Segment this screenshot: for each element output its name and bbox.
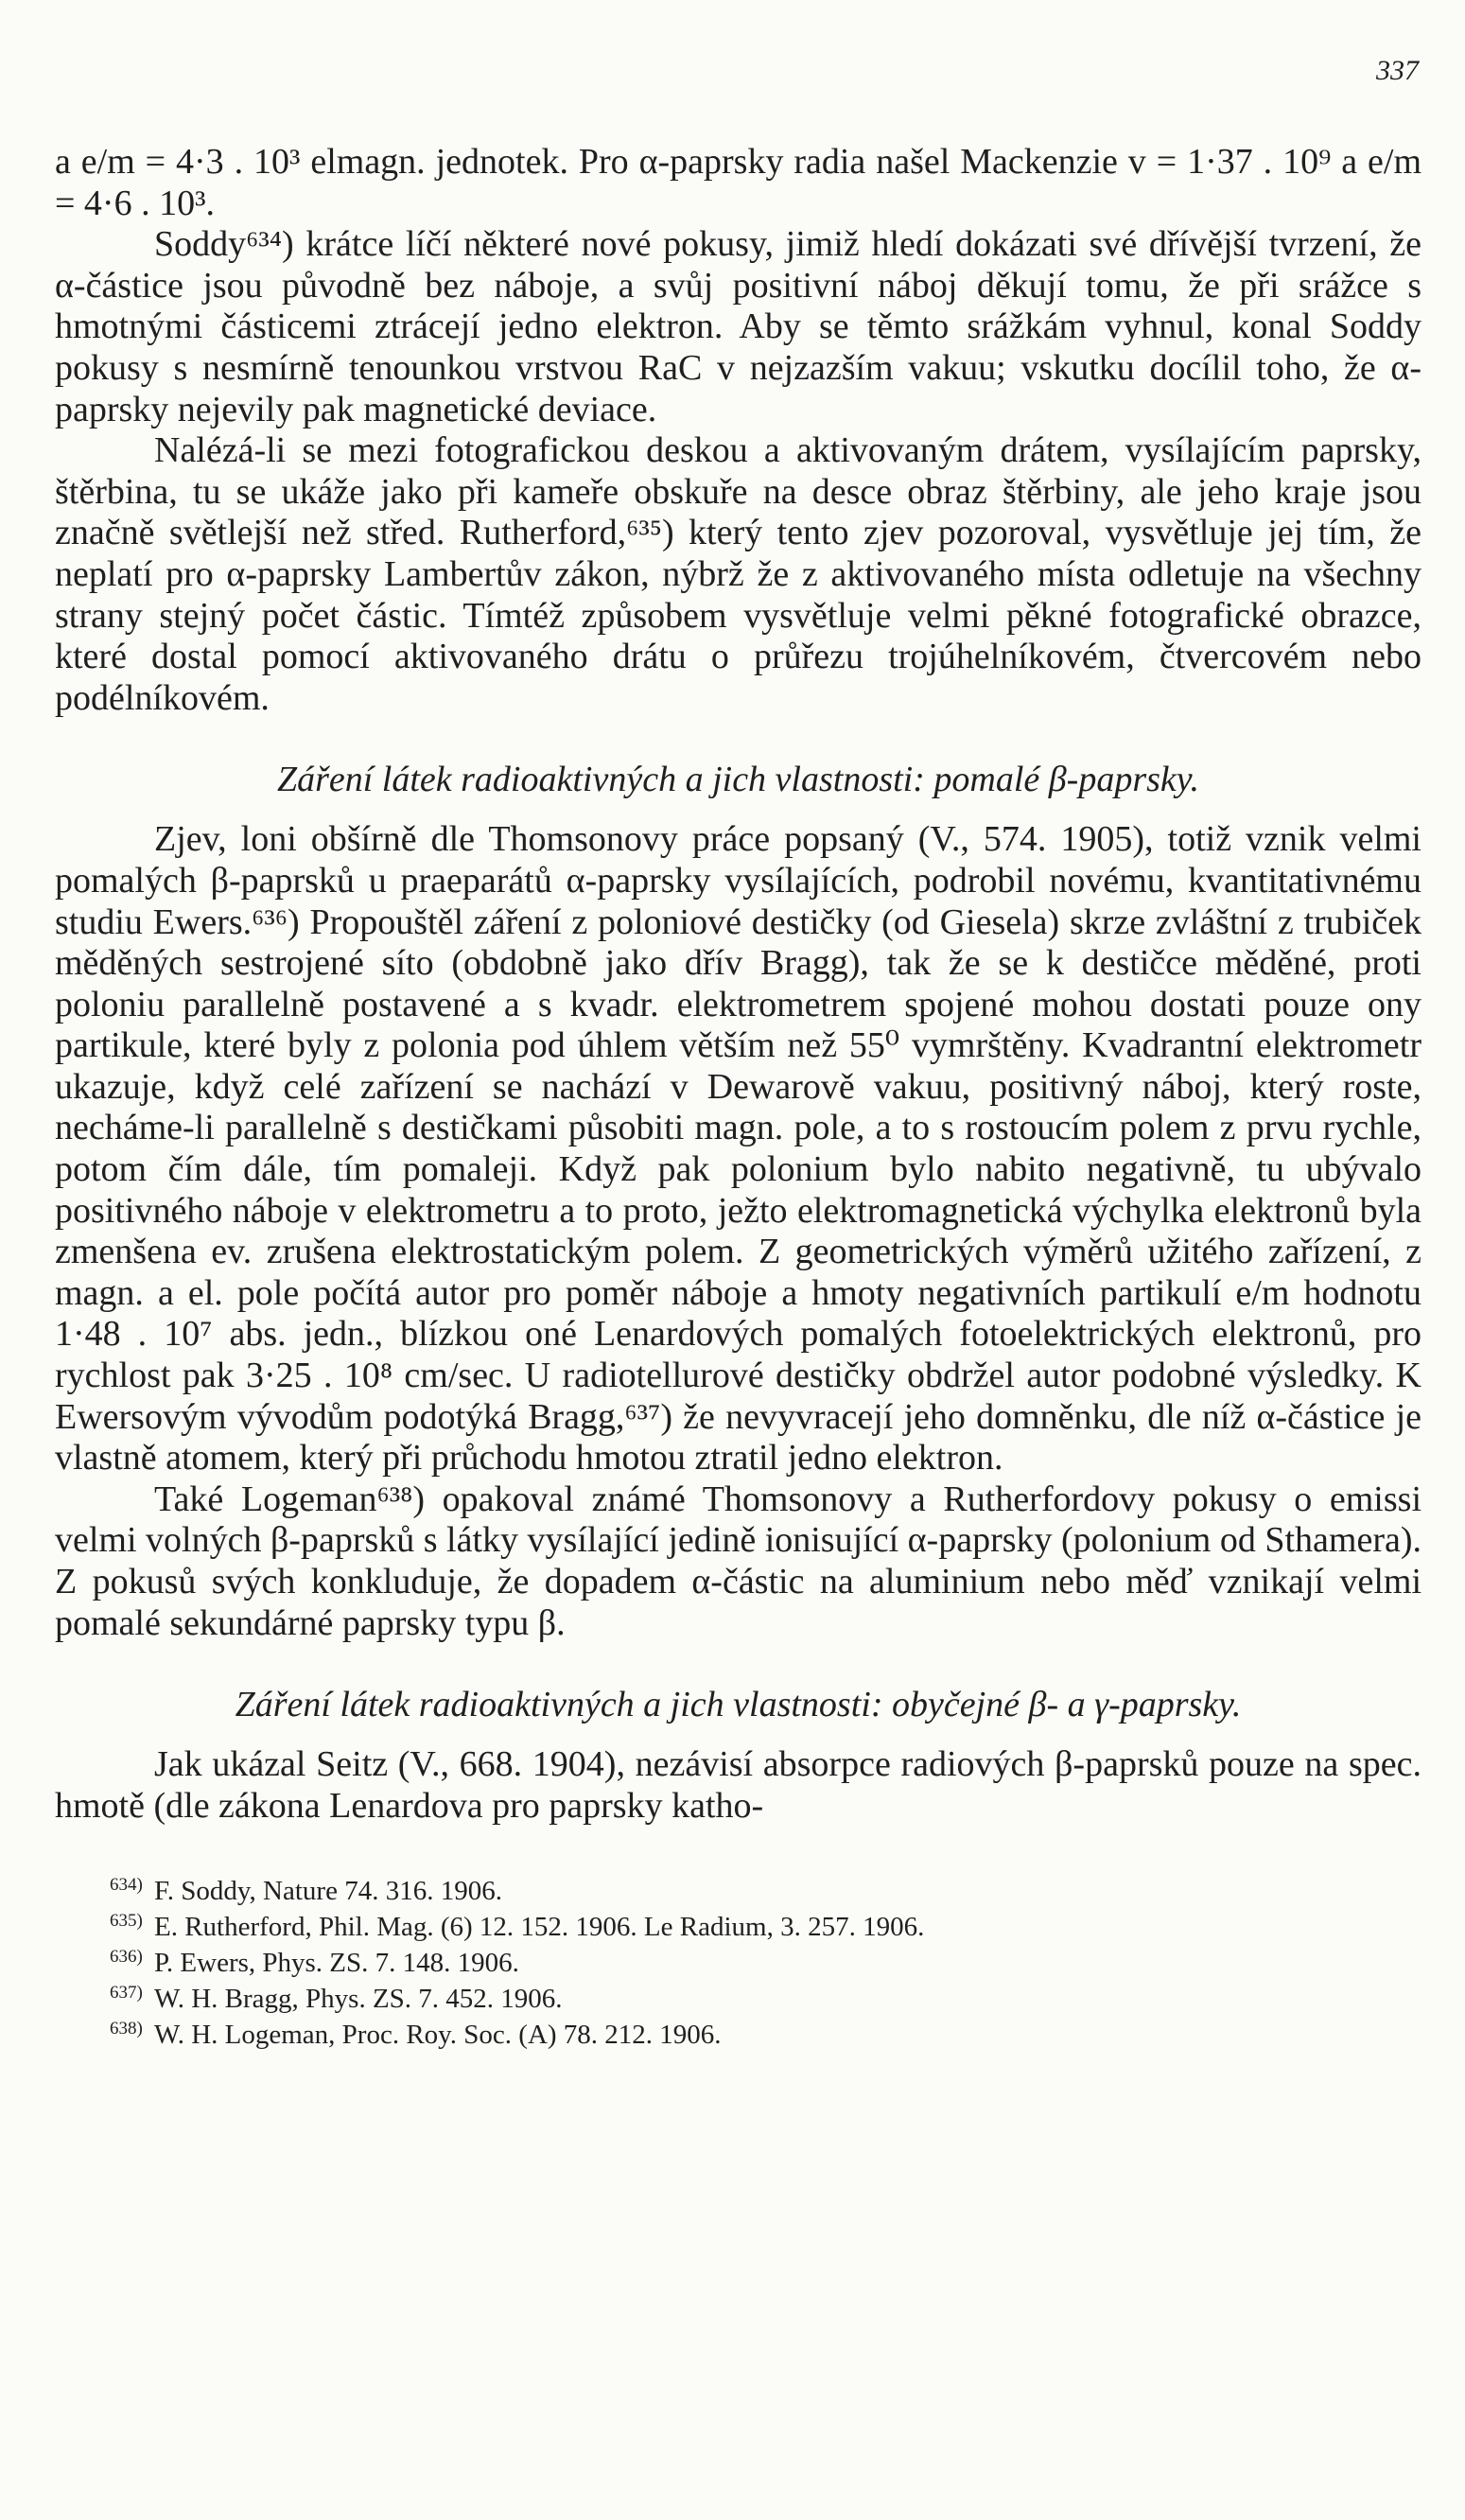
paragraph-2: Soddy⁶³⁴) krátce líčí některé nové pokusy, jimiž hledí dokázati své dřívější tvrzení, že α-částice jsou původně bez náboje, a svůj positivní náboj děkují tomu, že při srážce s hmotnými částicemi ztrácejí jedno elektron. Aby se těmto srážkám vyhnul, konal Soddy pokusy s nesmírně tenounkou vrstvou RaC v nejzazším vakuu; vskutku docílil toho, že α-paprsky nejevily pak magnetické deviace. — [55, 224, 1421, 429]
section-heading-beta-gamma: Záření látek radioaktivných a jich vlastnosti: obyčejné β- a γ-paprsky. — [235, 1685, 1242, 1725]
footnote-number: 634) — [110, 1875, 143, 1896]
footnote-text: P. Ewers, Phys. ZS. 7. 148. 1906. — [154, 1948, 519, 1979]
footnote-635 — [55, 1910, 1421, 1944]
page-body — [55, 142, 1421, 2054]
footnote-text: W. H. Bragg, Phys. ZS. 7. 452. 1906. — [154, 1984, 563, 2015]
footnote-638 — [55, 2018, 1421, 2052]
paragraph-1: a e/m = 4·3 . 10³ elmagn. jednotek. Pro α-paprsky radia našel Mackenzie v = 1·37 . 10⁹ a e/m = 4·6 . 10³. — [55, 142, 1421, 223]
page-number: 337 — [1376, 55, 1419, 86]
footnote-number: 637) — [110, 1983, 143, 2004]
footnote-text: W. H. Logeman, Proc. Roy. Soc. (A) 78. 212. 1906. — [154, 2020, 722, 2051]
footnote-number: 635) — [110, 1911, 143, 1932]
paragraph-5: Také Logeman⁶³⁸) opakoval známé Thomsonovy a Rutherfordovy pokusy o emissi velmi volných β-paprsků s látky vysílající jedině ionisující α-paprsky (polonium od Sthamera). Z pokusů svých konkluduje, že dopadem α-částic na aluminium nebo měď vznikají velmi pomalé sekundárné paprsky typu β. — [55, 1479, 1421, 1643]
footnote-text: F. Soddy, Nature 74. 316. 1906. — [154, 1876, 502, 1907]
paragraph-4: Zjev, loni obšírně dle Thomsonovy práce popsaný (V., 574. 1905), totiž vznik velmi pomalých β-paprsků u praeparátů α-paprsky vysílajících, podrobil novému, kvantitativnému studiu Ewers.⁶³⁶) Propouštěl záření z poloniové destičky (od Giesela) skrze zvláštní z trubiček měděných sestrojené síto (obdobně jako dřív Bragg), tak že se k destičce měděné, proti poloniu parallelně postavené a s kvadr. elektrometrem spojené mohou dostati pouze ony partikule, které byly z polonia pod úhlem větším než 55⁰ vymrštěny. Kvadrantní elektrometr ukazuje, když celé zařízení se nachází v Dewarově vakuu, positivný náboj, který roste, necháme-li parallelně s destičkami působiti magn. pole, a to s rostoucím polem z prvu rychle, potom čím dále, tím pomaleji. Když pak polonium bylo nabito negativně, tu ubývalo positivného náboje v elektrometru a to proto, ježto elektromagnetická výchylka elektronů byla zmenšena ev. zrušena elektrostatickým polem. Z geometrických výměrů užitého zařízení, z magn. a el. pole počítá autor pro poměr náboje a hmoty negativních partikulí e/m hodnotu 1·48 . 10⁷ abs. jedn., blízkou oné Lenardových pomalých fotoelektrických elektronů, pro rychlost pak 3·25 . 10⁸ cm/sec. U radiotellurové destičky obdržel autor podobné výsledky. K Ewersovým vývodům podotýká Bragg,⁶³⁷) že nevyvracejí jeho domněnku, dle níž α-částice je vlastně atomem, který při průchodu hmotou ztratil jedno elektron. — [55, 819, 1421, 1479]
section-heading-slow-beta: Záření látek radioaktivných a jich vlastnosti: pomalé β-paprsky. — [276, 760, 1200, 800]
footnote-637 — [55, 1982, 1421, 2016]
paragraph-6: Jak ukázal Seitz (V., 668. 1904), nezávisí absorpce radiových β-paprsků pouze na spec. hmotě (dle zákona Lenardova pro paprsky katho- — [55, 1744, 1421, 1826]
footnotes — [55, 1874, 1421, 2052]
footnote-634 — [55, 1874, 1421, 1908]
paragraph-3: Nalézá-li se mezi fotografickou deskou a aktivovaným drátem, vysílajícím paprsky, štěrbina, tu se ukáže jako při kameře obskuře na desce obraz štěrbiny, ale jeho kraje jsou značně světlejší než střed. Rutherford,⁶³⁵) který tento zjev pozoroval, vysvětluje jej tím, že neplatí pro α-paprsky Lambertův zákon, nýbrž že z aktivovaného místa odletuje na všechny strany stejný počet částic. Tímtéž způsobem vysvětluje velmi pěkné fotografické obrazce, které dostal pomocí aktivovaného drátu o průřezu trojúhelníkovém, čtvercovém nebo podélníkovém. — [55, 430, 1421, 718]
footnote-number: 638) — [110, 2019, 143, 2039]
footnote-number: 636) — [110, 1947, 143, 1968]
footnote-text: E. Rutherford, Phil. Mag. (6) 12. 152. 1906. Le Radium, 3. 257. 1906. — [154, 1912, 925, 1943]
footnote-636 — [55, 1946, 1421, 1980]
